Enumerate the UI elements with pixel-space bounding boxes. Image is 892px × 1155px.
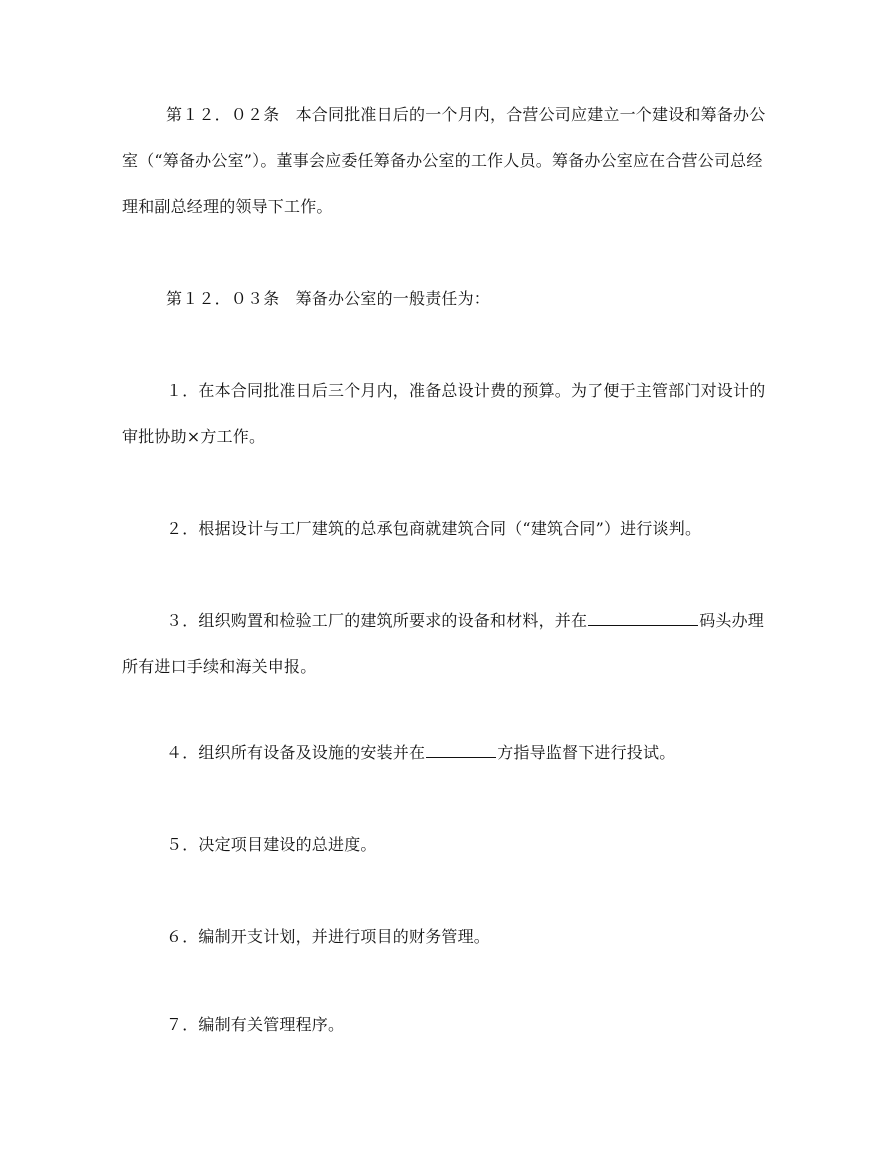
- list-item-3-text-before: ３．组织购置和检验工厂的建筑所要求的设备和材料，并在: [166, 611, 588, 630]
- list-item-4: [122, 730, 774, 776]
- port-blank-field: [588, 609, 698, 626]
- article-12-02-paragraph: 第１２．０２条 本合同批准日后的一个月内，合营公司应建立一个建设和筹备办公室（“筹备办公室”）。董事会应委任筹备办公室的工作人员。筹备办公室应在合营公司总经理和副总经理的领导下工作。: [122, 105, 766, 216]
- list-item-7: ７．编制有关管理程序。: [166, 1015, 345, 1034]
- list-item-2: ２．根据设计与工厂建筑的总承包商就建筑合同（“建筑合同”）进行谈判。: [166, 519, 702, 538]
- list-item-6: ６．编制开支计划，并进行项目的财务管理。: [166, 927, 491, 946]
- party-blank-field: [426, 741, 496, 758]
- list-item-4-text-after: 方指导监督下进行投试。: [497, 743, 676, 762]
- list-item-5: ５．决定项目建设的总进度。: [166, 835, 377, 854]
- article-12-03-paragraph: 第１２．０３条 筹备办公室的一般责任为：: [166, 289, 491, 308]
- list-item-4-text-before: ４．组织所有设备及设施的安装并在: [166, 743, 426, 762]
- list-item-3-text-after: 码头办理所有进口手续和海关申报。: [122, 611, 765, 676]
- list-item-1: １．在本合同批准日后三个月内，准备总设计费的预算。为了便于主管部门对设计的审批协助×方工作。: [122, 381, 766, 446]
- list-item-3: [122, 598, 774, 690]
